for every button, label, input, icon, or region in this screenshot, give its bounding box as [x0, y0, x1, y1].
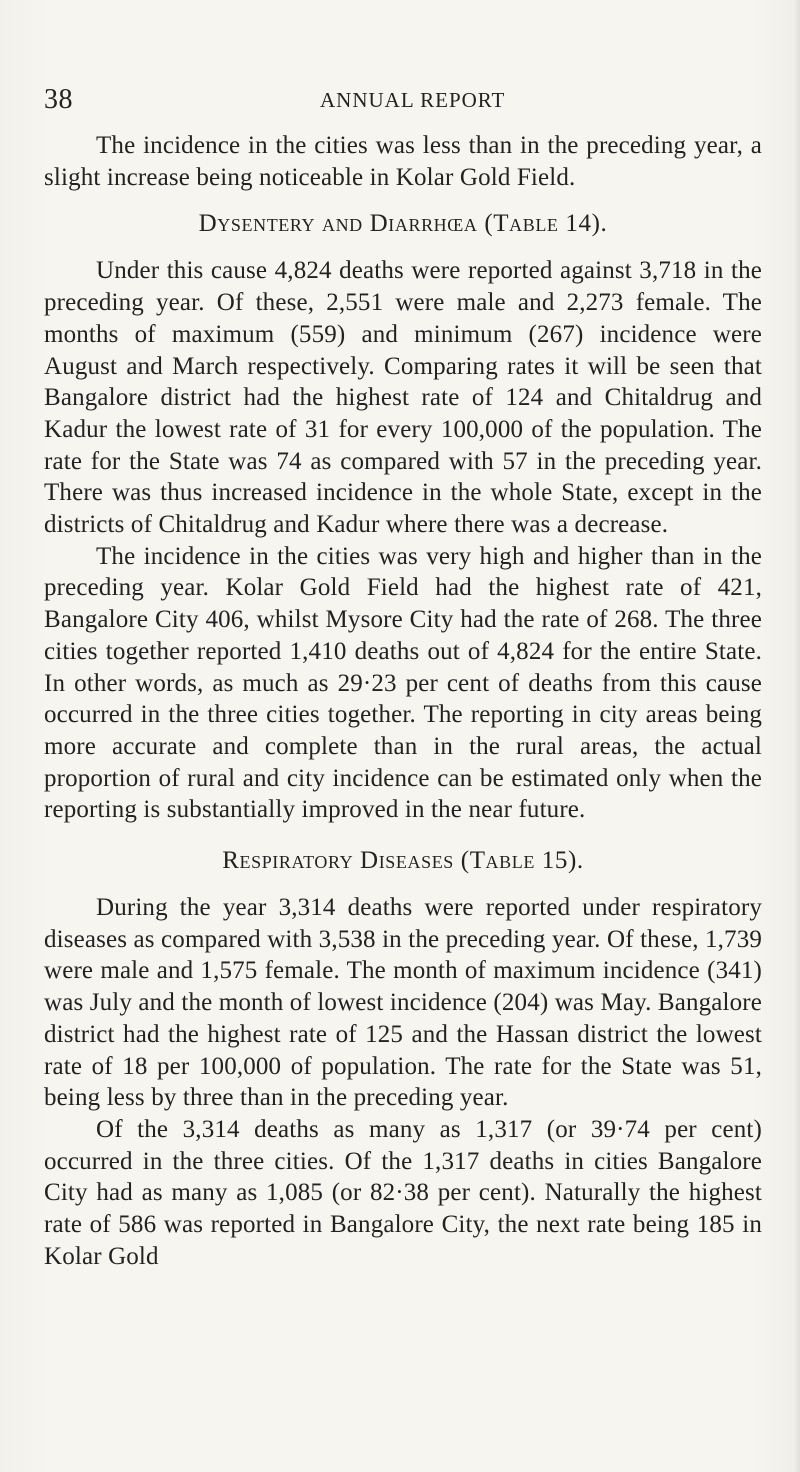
section-heading-dysentery: Dysentery and Diarrhœa (Table 14). — [198, 210, 608, 238]
page-content — [44, 130, 762, 1273]
dysentery-paragraph-1: Under this cause 4,824 deaths were reported against 3,718 in the preceding year. Of these, 2,551 were male and 2,273 female. The months of maximum (559) and minimum (267) incidence were August and March respectively. Comparing rates it will be seen that Bangalore district had the highest rate of 124 and Chitaldrug and Kadur the lowest rate of 31 for every 100,000 of the population. The rate for the State was 74 as compared with 57 in the preceding year. There was thus increased incidence in the whole State, except in the districts of Chitaldrug and Kadur where there was a decrease. — [44, 257, 762, 539]
page-header — [44, 84, 764, 124]
dysentery-paragraph-2: The incidence in the cities was very high and higher than in the preceding year. Kolar Gold Field had the highest rate of 421, Bangalore City 406, whilst Mysore City had the rate of 268. The three cities together reported 1,410 deaths out of 4,824 for the entire State. In other words, as much as 29·23 per cent of deaths from this cause occurred in the three cities together. The reporting in city areas being more accurate and complete than in the rural areas, the actual proportion of rural and city incidence can be estimated only when the reporting is substantially improved in the near future. — [44, 542, 762, 824]
intro-paragraph: The incidence in the cities was less than in the preceding year, a slight increase being noticeable in Kolar Gold Field. — [44, 132, 762, 191]
page-edge-shadow — [794, 0, 800, 1472]
running-head: ANNUAL REPORT — [320, 88, 506, 112]
page-number: 38 — [44, 84, 73, 115]
respiratory-paragraph-1: During the year 3,314 deaths were reported under respiratory diseases as compared with 3,538 in the preceding year. Of these, 1,739 were male and 1,575 female. The month of maximum incidence (341) was July and the month of lowest incidence (204) was May. Bangalore district had the highest rate of 125 and the Hassan district the lowest rate of 18 per 100,000 of population. The rate for the State was 51, being less by three than in the preceding year. — [44, 894, 762, 1112]
section-heading-respiratory: Respiratory Diseases (Table 15). — [222, 847, 584, 875]
respiratory-paragraph-2: Of the 3,314 deaths as many as 1,317 (or 39·74 per cent) occurred in the three cities. Of the 1,317 deaths in cities Bangalore City had as many as 1,085 (or 82·38 per cent). Naturally the highest rate of 586 was reported in Bangalore City, the next rate being 185 in Kolar Gold — [44, 1115, 762, 1270]
